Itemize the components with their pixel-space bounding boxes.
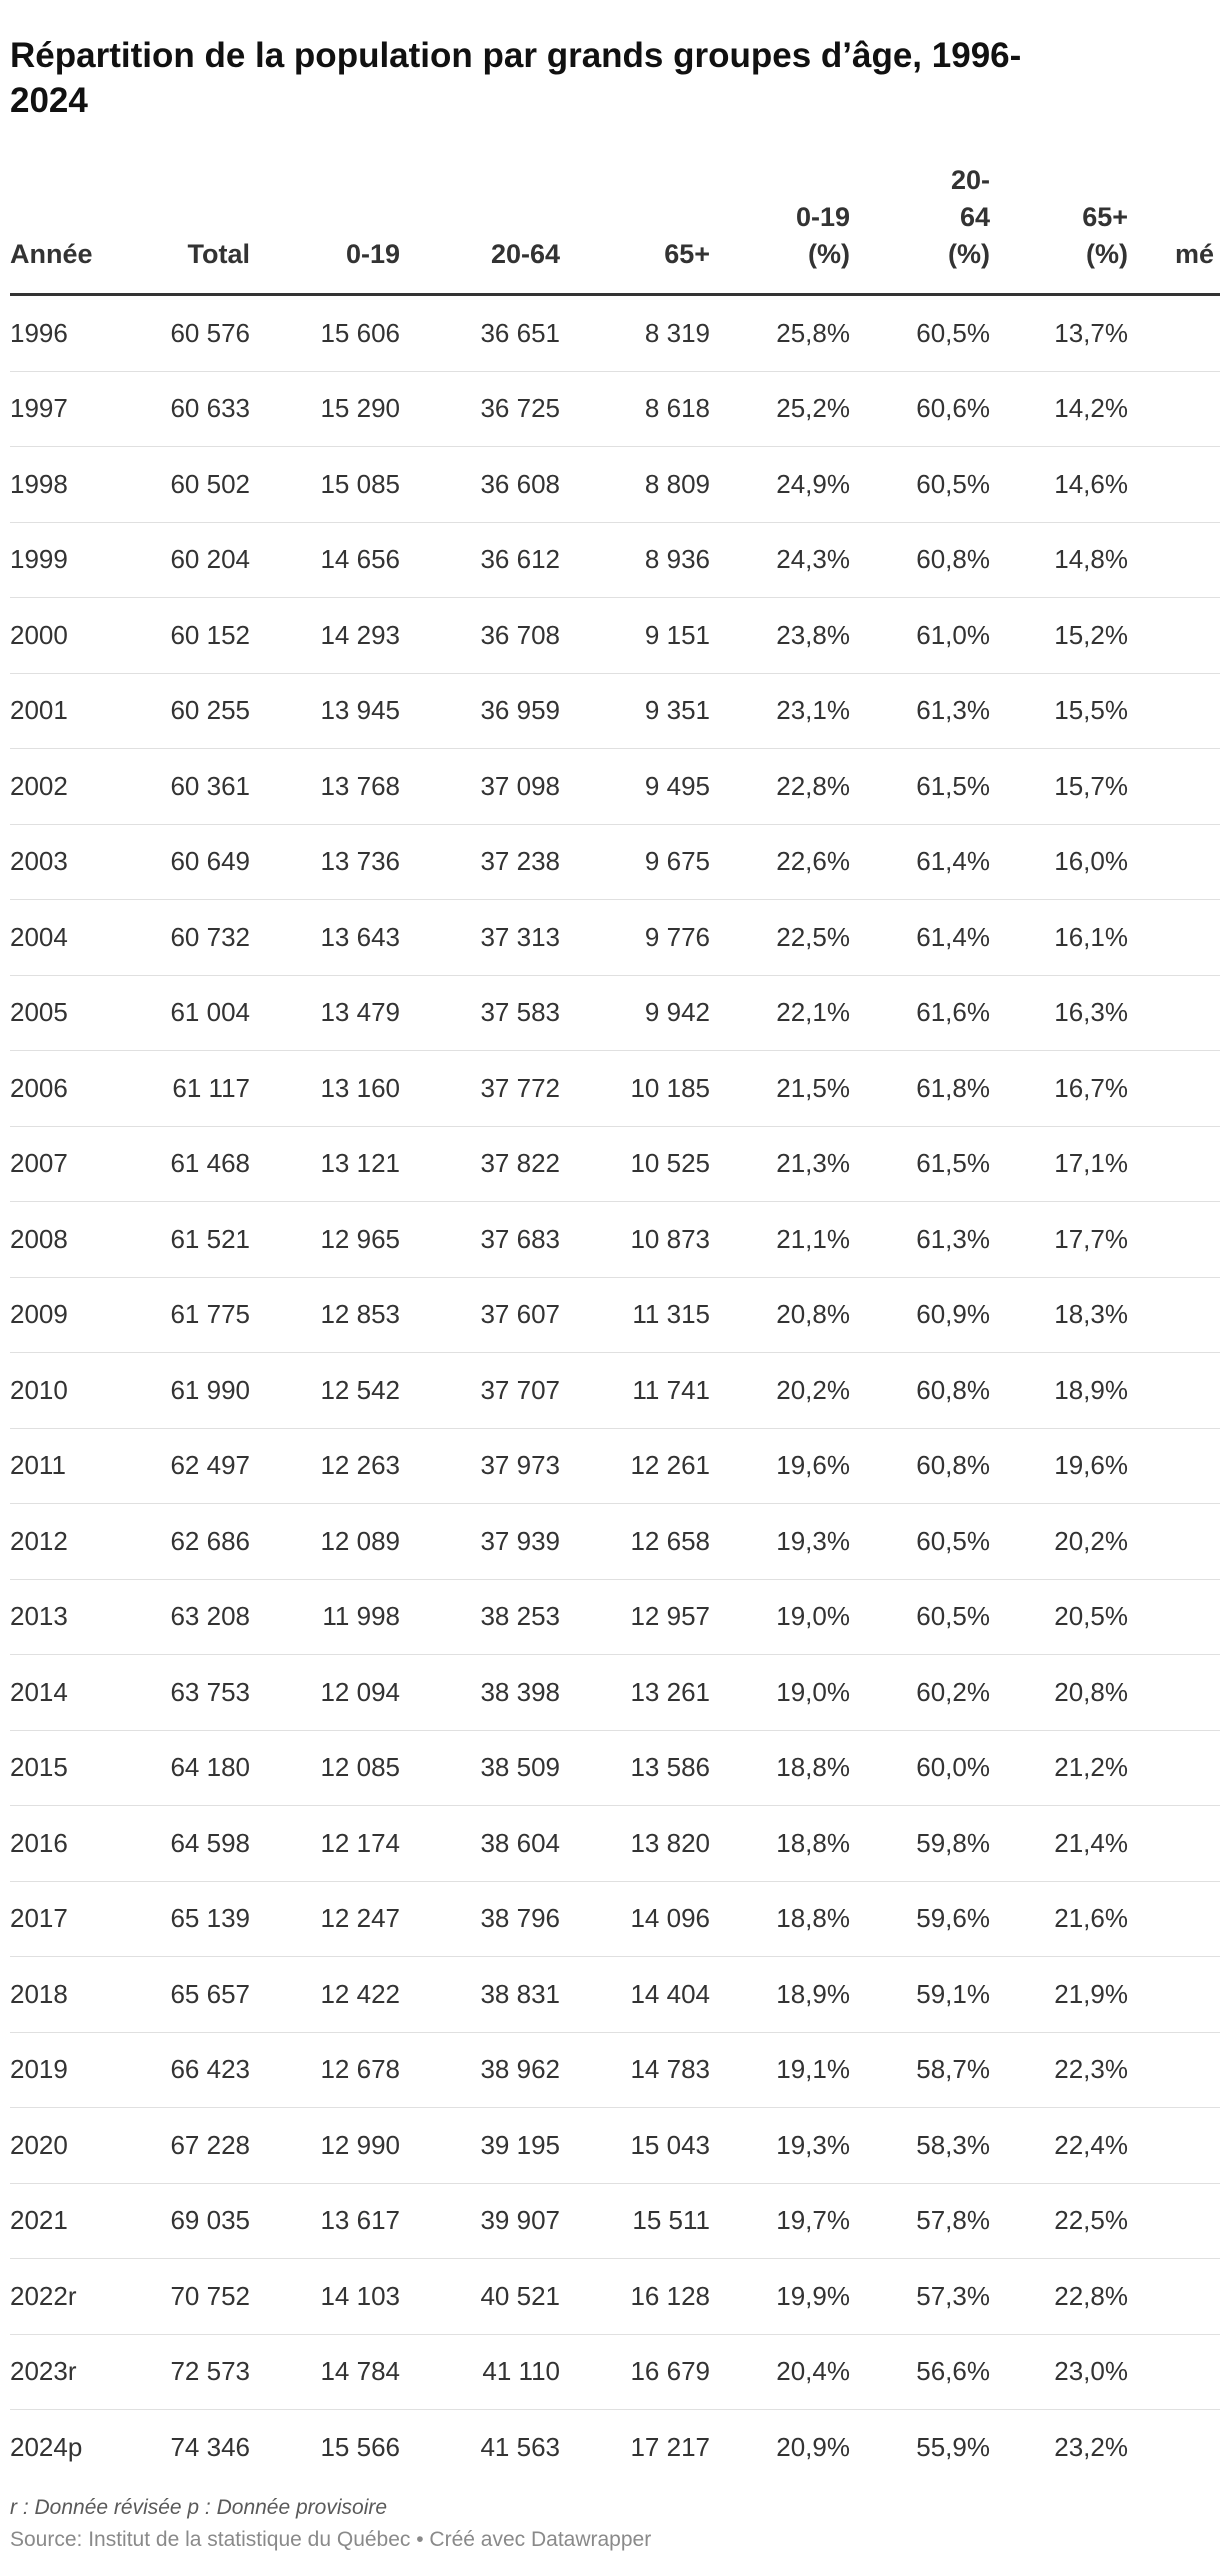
cell-65-plus-pct: 14,8% xyxy=(1054,544,1128,575)
column-header-line: 20-64 xyxy=(490,239,560,269)
cell-0-19-pct: 21,3% xyxy=(776,1148,850,1179)
cell-0-19: 12 990 xyxy=(320,2129,400,2160)
column-header-cut-off[interactable] xyxy=(1175,236,1220,273)
cell-20-64-pct: 58,3% xyxy=(916,2129,990,2160)
cell-0-19: 14 293 xyxy=(320,619,400,650)
table-row xyxy=(10,1731,1220,1807)
cell-total: 65 139 xyxy=(170,1903,250,1934)
cell-65-plus: 9 942 xyxy=(644,997,710,1028)
title-line: Répartition de la population par grands groupes d’âge, 1996- xyxy=(10,36,1022,76)
cell-annee: 1997 xyxy=(10,393,68,424)
cell-0-19: 12 174 xyxy=(320,1827,400,1858)
cell-0-19: 13 768 xyxy=(320,770,400,801)
column-header-line: 0-19 xyxy=(795,202,850,232)
cell-20-64: 36 959 xyxy=(480,695,560,726)
cell-0-19: 12 247 xyxy=(320,1903,400,1934)
cell-65-plus: 8 809 xyxy=(644,468,710,499)
cell-annee: 2017 xyxy=(10,1903,68,1934)
cell-0-19-pct: 22,6% xyxy=(776,846,850,877)
cell-total: 69 035 xyxy=(170,2205,250,2236)
column-header-line: 65+ xyxy=(664,239,710,269)
cell-total: 61 117 xyxy=(172,1072,250,1103)
table-row xyxy=(10,674,1220,750)
cell-annee: 2008 xyxy=(10,1223,68,1254)
cell-65-plus-pct: 23,2% xyxy=(1054,2431,1128,2462)
cell-65-plus: 8 319 xyxy=(644,317,710,348)
cell-0-19: 12 542 xyxy=(320,1374,400,1405)
cell-0-19-pct: 18,9% xyxy=(776,1978,850,2009)
cell-0-19: 15 290 xyxy=(320,393,400,424)
cell-65-plus: 8 618 xyxy=(644,393,710,424)
cell-65-plus: 17 217 xyxy=(630,2431,710,2462)
cell-20-64: 41 563 xyxy=(480,2431,560,2462)
cell-0-19-pct: 19,6% xyxy=(776,1450,850,1481)
cell-65-plus: 13 820 xyxy=(630,1827,710,1858)
cell-65-plus-pct: 15,2% xyxy=(1054,619,1128,650)
cell-total: 60 361 xyxy=(170,770,250,801)
cell-0-19: 14 784 xyxy=(320,2356,400,2387)
cell-0-19-pct: 19,0% xyxy=(776,1676,850,1707)
cell-20-64-pct: 61,6% xyxy=(916,997,990,1028)
cell-65-plus: 9 776 xyxy=(644,921,710,952)
cell-65-plus-pct: 20,8% xyxy=(1054,1676,1128,1707)
cell-0-19-pct: 22,5% xyxy=(776,921,850,952)
cell-0-19-pct: 19,7% xyxy=(776,2205,850,2236)
cell-0-19: 11 998 xyxy=(322,1601,400,1632)
table-header xyxy=(10,160,1220,296)
cell-65-plus: 10 873 xyxy=(630,1223,710,1254)
cell-0-19: 13 479 xyxy=(320,997,400,1028)
cell-total: 60 255 xyxy=(170,695,250,726)
cell-20-64: 36 651 xyxy=(480,317,560,348)
cell-65-plus: 9 675 xyxy=(644,846,710,877)
cell-0-19: 14 103 xyxy=(320,2280,400,2311)
cell-20-64-pct: 61,8% xyxy=(916,1072,990,1103)
table-row xyxy=(10,1429,1220,1505)
cell-annee: 2023r xyxy=(10,2356,77,2387)
page-title xyxy=(10,33,1210,123)
cell-65-plus: 8 936 xyxy=(644,544,710,575)
cell-total: 62 497 xyxy=(170,1450,250,1481)
cell-total: 61 004 xyxy=(170,997,250,1028)
cell-0-19: 14 656 xyxy=(320,544,400,575)
cell-annee: 2003 xyxy=(10,846,68,877)
column-header-line: 0-19 xyxy=(345,239,400,269)
cell-20-64-pct: 60,8% xyxy=(916,1374,990,1405)
cell-20-64: 37 583 xyxy=(480,997,560,1028)
column-header-total[interactable] xyxy=(10,236,250,273)
cell-20-64: 40 521 xyxy=(480,2280,560,2311)
cell-annee: 2012 xyxy=(10,1525,68,1556)
cell-20-64: 37 607 xyxy=(480,1299,560,1330)
cell-0-19: 12 094 xyxy=(320,1676,400,1707)
cell-total: 61 468 xyxy=(170,1148,250,1179)
cell-65-plus: 13 586 xyxy=(630,1752,710,1783)
cell-20-64: 38 509 xyxy=(480,1752,560,1783)
cell-65-plus-pct: 19,6% xyxy=(1054,1450,1128,1481)
table-row xyxy=(10,2259,1220,2335)
cell-20-64-pct: 60,2% xyxy=(916,1676,990,1707)
cell-20-64-pct: 57,3% xyxy=(916,2280,990,2311)
cell-20-64: 37 683 xyxy=(480,1223,560,1254)
cell-20-64-pct: 61,4% xyxy=(916,846,990,877)
cell-0-19: 13 121 xyxy=(320,1148,400,1179)
cell-0-19-pct: 23,8% xyxy=(776,619,850,650)
table-row xyxy=(10,2410,1220,2485)
cell-65-plus: 15 043 xyxy=(630,2129,710,2160)
cell-20-64: 38 831 xyxy=(480,1978,560,2009)
cell-0-19: 12 853 xyxy=(320,1299,400,1330)
cell-total: 60 502 xyxy=(170,468,250,499)
column-header-line: (%) xyxy=(808,239,850,269)
table-row xyxy=(10,2335,1220,2411)
cell-0-19: 15 566 xyxy=(320,2431,400,2462)
cell-20-64-pct: 58,7% xyxy=(916,2054,990,2085)
cell-65-plus-pct: 18,9% xyxy=(1054,1374,1128,1405)
cell-65-plus-pct: 22,4% xyxy=(1054,2129,1128,2160)
cell-annee: 2015 xyxy=(10,1752,68,1783)
table-body xyxy=(10,296,1220,2485)
cell-total: 65 657 xyxy=(170,1978,250,2009)
cell-65-plus: 12 957 xyxy=(630,1601,710,1632)
cell-0-19-pct: 19,0% xyxy=(776,1601,850,1632)
cell-0-19-pct: 18,8% xyxy=(776,1903,850,1934)
cell-20-64-pct: 60,8% xyxy=(916,544,990,575)
column-header-20-64[interactable] xyxy=(400,236,560,273)
data-table xyxy=(10,160,1220,2485)
cell-0-19: 13 617 xyxy=(320,2205,400,2236)
cell-annee: 2001 xyxy=(10,695,68,726)
cell-65-plus: 12 261 xyxy=(630,1450,710,1481)
table-row xyxy=(10,1504,1220,1580)
cell-65-plus-pct: 21,2% xyxy=(1054,1752,1128,1783)
cell-total: 66 423 xyxy=(170,2054,250,2085)
cell-65-plus-pct: 13,7% xyxy=(1054,317,1128,348)
cell-annee: 2009 xyxy=(10,1299,68,1330)
cell-65-plus-pct: 20,2% xyxy=(1054,1525,1128,1556)
cell-annee: 2005 xyxy=(10,997,68,1028)
cell-annee: 2021 xyxy=(10,2205,68,2236)
cell-total: 64 598 xyxy=(170,1827,250,1858)
cell-total: 67 228 xyxy=(170,2129,250,2160)
table-row xyxy=(10,749,1220,825)
cell-0-19-pct: 24,9% xyxy=(776,468,850,499)
cell-0-19-pct: 23,1% xyxy=(776,695,850,726)
cell-0-19: 15 606 xyxy=(320,317,400,348)
cell-annee: 2022r xyxy=(10,2280,77,2311)
cell-0-19-pct: 25,2% xyxy=(776,393,850,424)
cell-65-plus: 16 128 xyxy=(630,2280,710,2311)
cell-20-64: 36 725 xyxy=(480,393,560,424)
cell-20-64-pct: 60,0% xyxy=(916,1752,990,1783)
table-row xyxy=(10,1202,1220,1278)
cell-0-19: 13 643 xyxy=(320,921,400,952)
table-row xyxy=(10,372,1220,448)
cell-65-plus-pct: 14,6% xyxy=(1054,468,1128,499)
cell-20-64-pct: 59,8% xyxy=(916,1827,990,1858)
column-header-line: (%) xyxy=(1086,239,1128,269)
cell-20-64-pct: 60,5% xyxy=(916,1601,990,1632)
cell-0-19-pct: 19,3% xyxy=(776,1525,850,1556)
cell-total: 63 753 xyxy=(170,1676,250,1707)
cell-total: 72 573 xyxy=(170,2356,250,2387)
table-row xyxy=(10,1353,1220,1429)
table-row xyxy=(10,900,1220,976)
cell-20-64-pct: 55,9% xyxy=(916,2431,990,2462)
cell-annee: 2002 xyxy=(10,770,68,801)
column-header-line: 20- xyxy=(950,165,990,195)
table-row xyxy=(10,1882,1220,1958)
cell-20-64: 38 253 xyxy=(480,1601,560,1632)
cell-annee: 2020 xyxy=(10,2129,68,2160)
cell-20-64-pct: 56,6% xyxy=(916,2356,990,2387)
cell-0-19: 15 085 xyxy=(320,468,400,499)
cell-65-plus-pct: 22,5% xyxy=(1054,2205,1128,2236)
cell-0-19: 12 085 xyxy=(320,1752,400,1783)
cell-65-plus-pct: 23,0% xyxy=(1054,2356,1128,2387)
footnote: r : Donnée révisée p : Donnée provisoire xyxy=(10,2496,388,2519)
cell-0-19-pct: 18,8% xyxy=(776,1827,850,1858)
cell-total: 60 152 xyxy=(170,619,250,650)
cell-20-64-pct: 57,8% xyxy=(916,2205,990,2236)
cell-total: 61 521 xyxy=(170,1223,250,1254)
table-row xyxy=(10,825,1220,901)
cell-20-64-pct: 61,3% xyxy=(916,695,990,726)
cell-0-19: 12 263 xyxy=(320,1450,400,1481)
cell-65-plus: 10 525 xyxy=(630,1148,710,1179)
cell-65-plus: 16 679 xyxy=(630,2356,710,2387)
cell-20-64-pct: 61,3% xyxy=(916,1223,990,1254)
cell-0-19-pct: 25,8% xyxy=(776,317,850,348)
cell-20-64: 38 962 xyxy=(480,2054,560,2085)
cell-total: 60 649 xyxy=(170,846,250,877)
column-header-line: Année xyxy=(10,239,93,269)
cell-20-64-pct: 61,4% xyxy=(916,921,990,952)
cell-20-64-pct: 60,6% xyxy=(916,393,990,424)
cell-20-64-pct: 60,9% xyxy=(916,1299,990,1330)
cell-20-64-pct: 59,1% xyxy=(916,1978,990,2009)
source-credit: Source: Institut de la statistique du Québec • Créé avec Datawrapper xyxy=(10,2528,652,2551)
cell-20-64: 38 604 xyxy=(480,1827,560,1858)
cell-65-plus: 14 404 xyxy=(630,1978,710,2009)
cell-20-64: 36 708 xyxy=(480,619,560,650)
cell-0-19: 13 945 xyxy=(320,695,400,726)
column-header-20-64-pct[interactable] xyxy=(850,162,990,273)
cell-total: 63 208 xyxy=(170,1601,250,1632)
cell-total: 74 346 xyxy=(170,2431,250,2462)
cell-20-64-pct: 60,8% xyxy=(916,1450,990,1481)
column-header-line: Total xyxy=(187,239,250,269)
table-row xyxy=(10,1957,1220,2033)
table-row xyxy=(10,1806,1220,1882)
cell-20-64: 37 238 xyxy=(480,846,560,877)
cell-65-plus: 12 658 xyxy=(630,1525,710,1556)
cell-65-plus-pct: 21,4% xyxy=(1054,1827,1128,1858)
table-row xyxy=(10,1127,1220,1203)
cell-20-64-pct: 61,0% xyxy=(916,619,990,650)
cell-annee: 2007 xyxy=(10,1148,68,1179)
cell-65-plus-pct: 16,7% xyxy=(1054,1072,1128,1103)
cell-annee: 2014 xyxy=(10,1676,68,1707)
column-header-line: 64 xyxy=(959,202,990,232)
cell-65-plus: 10 185 xyxy=(630,1072,710,1103)
cell-total: 70 752 xyxy=(170,2280,250,2311)
cell-65-plus-pct: 22,3% xyxy=(1054,2054,1128,2085)
table-row xyxy=(10,1580,1220,1656)
cell-65-plus: 9 495 xyxy=(644,770,710,801)
cell-0-19-pct: 22,1% xyxy=(776,997,850,1028)
cell-0-19-pct: 20,2% xyxy=(776,1374,850,1405)
cell-annee: 2018 xyxy=(10,1978,68,2009)
cell-annee: 2013 xyxy=(10,1601,68,1632)
cell-0-19: 13 160 xyxy=(320,1072,400,1103)
cell-65-plus-pct: 16,0% xyxy=(1054,846,1128,877)
table-row xyxy=(10,296,1220,372)
cell-65-plus: 11 315 xyxy=(632,1299,710,1330)
cell-0-19: 12 089 xyxy=(320,1525,400,1556)
cell-20-64: 37 939 xyxy=(480,1525,560,1556)
column-header-line: 65+ xyxy=(1082,202,1128,232)
cell-0-19: 12 965 xyxy=(320,1223,400,1254)
cell-20-64-pct: 60,5% xyxy=(916,468,990,499)
cell-65-plus-pct: 15,7% xyxy=(1054,770,1128,801)
cell-20-64: 37 098 xyxy=(480,770,560,801)
cell-0-19-pct: 21,1% xyxy=(776,1223,850,1254)
table-row xyxy=(10,1655,1220,1731)
cell-0-19-pct: 18,8% xyxy=(776,1752,850,1783)
cell-0-19-pct: 19,9% xyxy=(776,2280,850,2311)
cell-total: 60 732 xyxy=(170,921,250,952)
cell-20-64: 36 608 xyxy=(480,468,560,499)
cell-65-plus: 13 261 xyxy=(630,1676,710,1707)
table-row xyxy=(10,2108,1220,2184)
column-header-65-plus-pct[interactable] xyxy=(990,199,1128,273)
cell-0-19-pct: 24,3% xyxy=(776,544,850,575)
cell-total: 62 686 xyxy=(170,1525,250,1556)
cell-65-plus-pct: 16,1% xyxy=(1054,921,1128,952)
cell-65-plus-pct: 21,6% xyxy=(1054,1903,1128,1934)
cell-65-plus: 9 351 xyxy=(644,695,710,726)
table-row xyxy=(10,447,1220,523)
cell-0-19-pct: 20,8% xyxy=(776,1299,850,1330)
cell-total: 60 633 xyxy=(170,393,250,424)
cell-20-64-pct: 59,6% xyxy=(916,1903,990,1934)
cell-0-19: 13 736 xyxy=(320,846,400,877)
cell-65-plus: 14 783 xyxy=(630,2054,710,2085)
cell-0-19-pct: 21,5% xyxy=(776,1072,850,1103)
column-header-0-19-pct[interactable] xyxy=(710,199,850,273)
table-row xyxy=(10,976,1220,1052)
cell-0-19-pct: 19,3% xyxy=(776,2129,850,2160)
table-row xyxy=(10,1278,1220,1354)
cell-annee: 2016 xyxy=(10,1827,68,1858)
column-header-0-19[interactable] xyxy=(250,236,400,273)
cell-20-64: 37 822 xyxy=(480,1148,560,1179)
cell-annee: 2000 xyxy=(10,619,68,650)
cell-total: 61 990 xyxy=(170,1374,250,1405)
table-row xyxy=(10,2033,1220,2109)
cell-65-plus-pct: 17,7% xyxy=(1054,1223,1128,1254)
cell-total: 60 576 xyxy=(170,317,250,348)
cell-65-plus: 15 511 xyxy=(632,2205,710,2236)
cell-annee: 2019 xyxy=(10,2054,68,2085)
cell-65-plus-pct: 22,8% xyxy=(1054,2280,1128,2311)
table-row xyxy=(10,598,1220,674)
cell-annee: 1999 xyxy=(10,544,68,575)
cell-65-plus-pct: 21,9% xyxy=(1054,1978,1128,2009)
cell-65-plus: 11 741 xyxy=(632,1374,710,1405)
cell-total: 64 180 xyxy=(170,1752,250,1783)
cell-20-64: 37 707 xyxy=(480,1374,560,1405)
cell-annee: 2006 xyxy=(10,1072,68,1103)
cell-annee: 2011 xyxy=(10,1450,66,1481)
cell-65-plus-pct: 14,2% xyxy=(1054,393,1128,424)
column-header-line: (%) xyxy=(948,239,990,269)
cell-0-19: 12 422 xyxy=(320,1978,400,2009)
cell-20-64: 38 398 xyxy=(480,1676,560,1707)
cell-65-plus-pct: 17,1% xyxy=(1054,1148,1128,1179)
cell-annee: 2010 xyxy=(10,1374,68,1405)
cell-20-64-pct: 60,5% xyxy=(916,317,990,348)
cell-20-64-pct: 60,5% xyxy=(916,1525,990,1556)
cell-65-plus-pct: 20,5% xyxy=(1054,1601,1128,1632)
cell-annee: 2024p xyxy=(10,2431,83,2462)
cell-annee: 1996 xyxy=(10,317,68,348)
cell-0-19-pct: 19,1% xyxy=(776,2054,850,2085)
cell-65-plus-pct: 18,3% xyxy=(1054,1299,1128,1330)
column-header-65-plus[interactable] xyxy=(560,236,710,273)
cell-total: 61 775 xyxy=(170,1299,250,1330)
column-header-line: mé xyxy=(1175,239,1215,269)
cell-20-64: 41 110 xyxy=(482,2356,560,2387)
cell-0-19-pct: 22,8% xyxy=(776,770,850,801)
cell-annee: 2004 xyxy=(10,921,68,952)
title-line: 2024 xyxy=(10,81,88,121)
cell-65-plus-pct: 16,3% xyxy=(1054,997,1128,1028)
cell-65-plus-pct: 15,5% xyxy=(1054,695,1128,726)
cell-20-64: 39 907 xyxy=(480,2205,560,2236)
cell-0-19-pct: 20,9% xyxy=(776,2431,850,2462)
cell-0-19: 12 678 xyxy=(320,2054,400,2085)
cell-20-64: 37 313 xyxy=(480,921,560,952)
cell-0-19-pct: 20,4% xyxy=(776,2356,850,2387)
cell-20-64: 37 973 xyxy=(480,1450,560,1481)
table-row xyxy=(10,2184,1220,2260)
cell-20-64: 36 612 xyxy=(480,544,560,575)
cell-20-64-pct: 61,5% xyxy=(916,770,990,801)
cell-20-64-pct: 61,5% xyxy=(916,1148,990,1179)
cell-65-plus: 9 151 xyxy=(644,619,710,650)
cell-annee: 1998 xyxy=(10,468,68,499)
cell-20-64: 37 772 xyxy=(480,1072,560,1103)
cell-65-plus: 14 096 xyxy=(630,1903,710,1934)
table-row xyxy=(10,523,1220,599)
cell-20-64: 39 195 xyxy=(480,2129,560,2160)
table-row xyxy=(10,1051,1220,1127)
cell-total: 60 204 xyxy=(170,544,250,575)
cell-20-64: 38 796 xyxy=(480,1903,560,1934)
